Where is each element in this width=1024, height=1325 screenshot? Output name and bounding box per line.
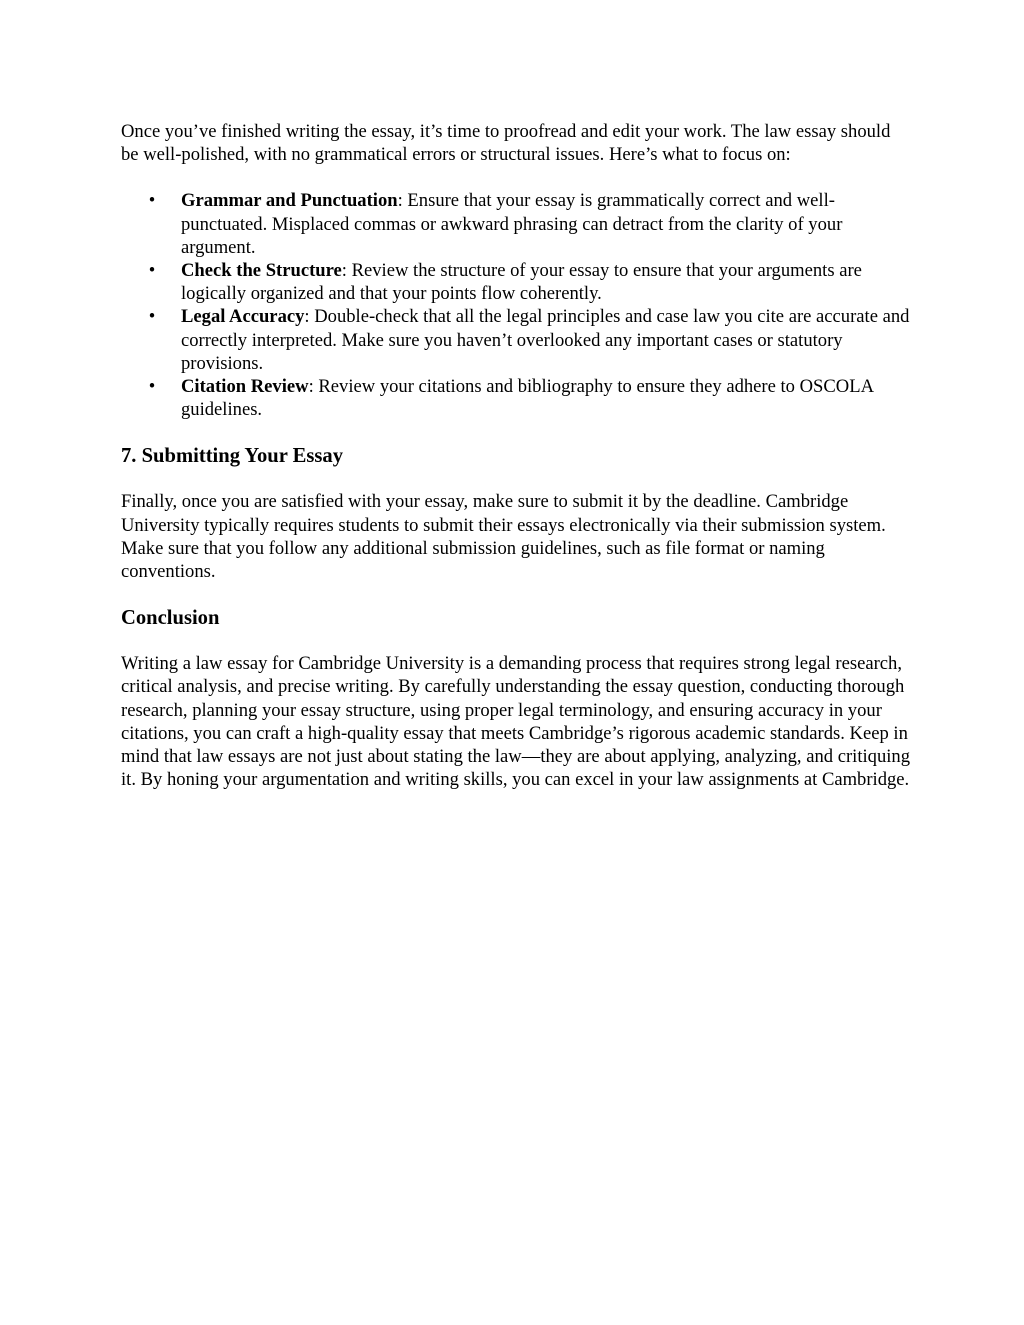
- list-item: [121, 305, 911, 375]
- submitting-paragraph: Finally, once you are satisfied with your essay, make sure to submit it by the deadline. Cambridge University typically requires students to submit their essays electronically via their submission system. Make sure that you follow any additional submission guidelines, such as file format or naming conventions.: [121, 491, 886, 583]
- submitting-heading: 7. Submitting Your Essay: [121, 445, 344, 468]
- list-item-text: : Review your citations and bibliography to ensure they adhere to OSCOLA guidelines.: [181, 376, 873, 421]
- conclusion-paragraph: Writing a law essay for Cambridge University is a demanding process that requires strong legal research, critical analysis, and precise writing. By carefully understanding the essay question, conducting thorough research, planning your essay structure, using proper legal terminology, and ensuring accuracy in your citations, you can craft a high-quality essay that meets Cambridge’s rigorous academic standards. Keep in mind that law essays are not just about stating the law—they are about applying, analyzing, and critiquing it. By honing your argumentation and writing skills, you can excel in your law assignments at Cambridge.: [121, 653, 911, 791]
- conclusion-heading: Conclusion: [121, 607, 220, 630]
- list-item-term: Check the Structure: [181, 260, 342, 282]
- bullet-icon: •: [148, 306, 156, 328]
- list-item-text: : Double-check that all the legal principles and case law you cite are accurate and correctly interpreted. Make sure you haven’t overlooked any important cases or statutory provisions.: [181, 306, 910, 374]
- list-item-text: : Review the structure of your essay to ensure that your arguments are logically organized and that your points flow coherently.: [181, 260, 862, 305]
- list-item: [121, 375, 911, 421]
- list-item: [121, 259, 911, 305]
- bullet-icon: •: [148, 376, 156, 398]
- list-item-term: Grammar and Punctuation: [181, 190, 398, 212]
- bullet-icon: •: [148, 260, 156, 282]
- focus-list: [121, 189, 911, 421]
- document-page: [121, 120, 911, 791]
- intro-paragraph: Once you’ve finished writing the essay, it’s time to proofread and edit your work. The law essay should be well-polished, with no grammatical errors or structural issues. Here’s what to focus on:: [121, 121, 891, 166]
- list-item-term: Citation Review: [181, 376, 309, 398]
- list-item-term: Legal Accuracy: [181, 306, 305, 328]
- list-item: [121, 189, 911, 259]
- bullet-icon: •: [148, 190, 156, 212]
- list-item-text: : Ensure that your essay is grammatically correct and well-punctuated. Misplaced commas or awkward phrasing can detract from the clarity of your argument.: [181, 190, 843, 258]
